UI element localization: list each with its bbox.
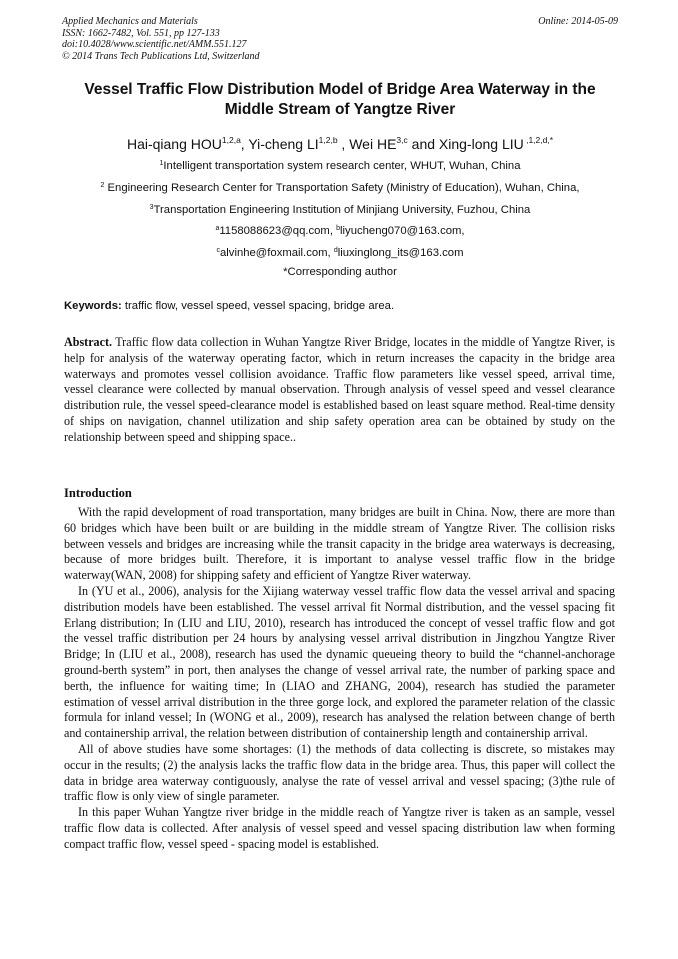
author-separator: , [240, 136, 249, 152]
author-name: Wei HE [349, 136, 397, 152]
affiliation-text: Intelligent transportation system research center, WHUT, Wuhan, China [163, 160, 521, 172]
affiliation-text: Transportation Engineering Institution of Minjiang University, Fuzhou, China [153, 204, 531, 216]
abstract [64, 335, 615, 446]
email-line-2 [62, 244, 618, 260]
paragraph: In this paper Wuhan Yangtze river bridge in the middle reach of Yangtze river is taken as an sample, vessel traffic flow data is collected. After analysis of vessel speed and vessel spacing distribution law when forming compact traffic flow, vessel speed - spacing model is established. [64, 805, 615, 851]
author-separator: , [337, 136, 350, 152]
email-line-1 [62, 222, 618, 238]
abstract-text: Traffic flow data collection in Wuhan Yangtze River Bridge, locates in the middle of Yangtze River, is help for analysis of the waterway operating factor, which in return increases the capacity in the bridge area waterways and promotes vessel collision avoidance. Traffic flow parameters like vessel speed, arrival time, vessel clearance were collected by manual observation. Through analysis of vessel speed and vessel clearance distribution rule, the vessel speed-clearance model is established based on least square method. Real-time density of ships on navigation, channel utilization and ship safety operation area can be obtained by study on the relationship between speed and shipping space.. [64, 335, 615, 444]
author-superscript: ,1,2,d,* [523, 135, 554, 145]
introduction-body [64, 505, 615, 853]
affiliation-superscript: 3 [149, 204, 154, 211]
author-name: Yi-cheng LI [248, 136, 319, 152]
paragraph: All of above studies have some shortages: (1) the methods of data collecting is discrete, so mistakes may occur in the results; (2) the analysis lacks the traffic flow data in the bridge area. Thus, this paper will collect the data in bridge area waterway contiguously, analyse the rate of vessel arrival and vessel spacing; (3)the rule of traffic flow is only view of single parameter. [64, 741, 615, 804]
author-separator: and [407, 136, 439, 152]
corresponding-author-note: *Corresponding author [283, 266, 397, 278]
email-superscript: d [333, 247, 338, 254]
affiliation-superscript: 2 [100, 182, 105, 189]
affiliation-3 [62, 201, 618, 217]
author-superscript: 1,2,a [221, 135, 241, 145]
affiliation-1 [62, 157, 618, 173]
author-superscript: 3,c [396, 135, 408, 145]
author-superscript: 1,2,b [318, 135, 338, 145]
issn-line: ISSN: 1662-7482, Vol. 551, pp 127-133 [62, 27, 220, 39]
keywords-label: Keywords: [64, 300, 122, 312]
email-superscript: c [216, 247, 220, 254]
online-date: Online: 2014-05-09 [538, 16, 618, 27]
email-superscript: b [336, 225, 341, 232]
keywords-text: traffic flow, vessel speed, vessel spacing, bridge area. [121, 300, 395, 312]
paragraph: In (YU et al., 2006), analysis for the Xijiang waterway vessel traffic flow data the vessel arrival and spacing distribution models have been established. The vessel arrival fit Normal distribution, and the vessel spacing fit Erlang distribution; In (LIU and LIU, 2010), research has introduced the concept of vessel traffic flow and got the vessel traffic distribution per 24 hours by analysing vessel arrival distribution in Jingzhou Yangtze River Bridge; In (LIU et al., 2008), research has used the dynamic queueing theory to build the “channel-anchorage ground-berth system” in port, then analyses the change of vessel arrival rate, the number of parking space and berth, the influence for waiting time; In (LIAO and ZHANG, 2004), research has studied the parameter estimation of vessel arrival distribution in the three gorge lock, and explored the parameter relation of the classic formula for inland vessel; In (WONG et al., 2009), research has analysed the relation between change of berth and containership arrival, the relation between distribution of containership length and containership arrival. [64, 583, 615, 741]
doi-line: doi:10.4028/www.scientific.net/AMM.551.127 [62, 39, 247, 50]
section-heading-introduction: Introduction [64, 486, 132, 500]
copyright-line: © 2014 Trans Tech Publications Ltd, Switzerland [62, 50, 260, 62]
title-line-1: Vessel Traffic Flow Distribution Model of Bridge Area Waterway in the [84, 81, 596, 98]
author-name: Hai-qiang HOU [126, 136, 222, 152]
abstract-label: Abstract. [64, 335, 113, 349]
journal-header [62, 16, 618, 62]
affiliation-text: Engineering Research Center for Transportation Safety (Ministry of Education), Wuhan, China, [104, 182, 580, 194]
email-address: alvinhe@foxmail.com, [220, 247, 334, 259]
author-name: Xing-long LIU [438, 136, 524, 152]
paper-title [62, 80, 618, 120]
author-list [62, 131, 618, 153]
email-address: liyucheng070@163.com, [340, 225, 465, 237]
title-line-2: Middle Stream of Yangtze River [224, 101, 456, 118]
keywords [64, 299, 620, 313]
affiliation-2 [62, 179, 618, 195]
email-superscript: a [215, 225, 220, 232]
email-address: 1158088623@qq.com, [219, 225, 337, 237]
affiliation-superscript: 1 [159, 160, 164, 167]
email-address: liuxinglong_its@163.com [337, 247, 464, 259]
journal-name: Applied Mechanics and Materials [62, 16, 198, 27]
paragraph: With the rapid development of road transportation, many bridges are built in China. Now, there are more than 60 bridges which have been built or are building in the middle stream of Yangtze River. The collision risks between vessels and bridges are increasing while the transit capacity in the bridge area waterways is decreasing, because of more bridges built. Therefore, it is important to analyse vessel traffic flow in the bridge waterway(WAN, 2008) for shipping safety and efficient of Yangtze River waterway. [64, 505, 615, 583]
